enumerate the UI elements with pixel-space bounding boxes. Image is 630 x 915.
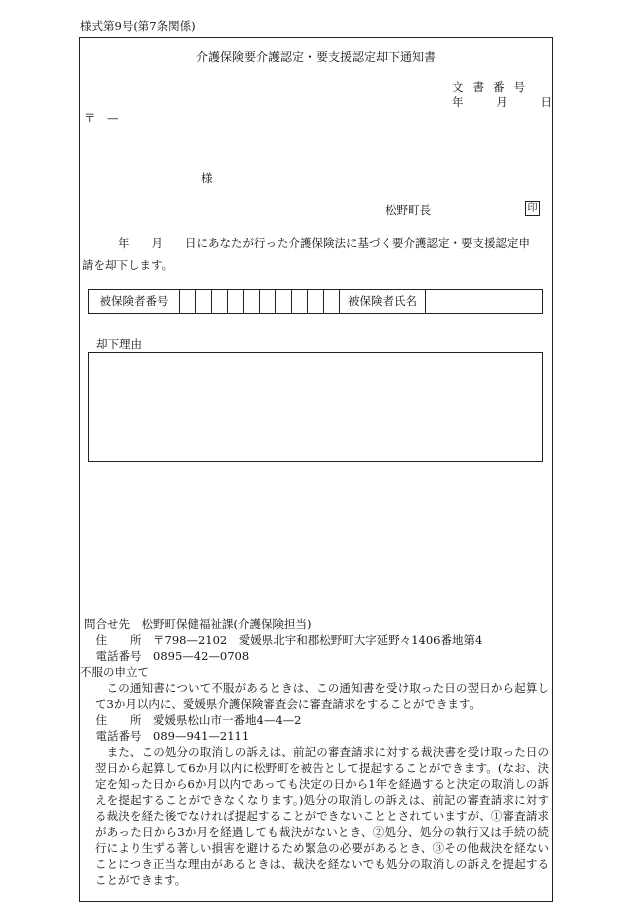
rejection-reason-box — [88, 352, 543, 462]
insured-number-digit-box — [244, 290, 260, 313]
date-year-label: 年 — [452, 95, 464, 109]
insured-info-table — [88, 289, 543, 314]
contact-phone: 電話番号 0895—42—0708 — [84, 649, 250, 663]
body-text-line-2: 請を却下します。 — [82, 258, 174, 272]
body-text-line-1 — [88, 236, 543, 252]
postal-code-line: 〒 — — [84, 111, 119, 125]
seal-mark: 印 — [525, 201, 540, 216]
appeal-phone: 電話番号 089—941—2111 — [84, 729, 250, 743]
issue-date-line — [452, 95, 552, 111]
appeal-heading: 不服の申立て — [80, 665, 149, 679]
body-month: 月 — [151, 236, 163, 250]
addressee-suffix: 様 — [201, 171, 213, 185]
insured-number-digit-box — [228, 290, 244, 313]
body-year: 年 — [118, 236, 130, 250]
appeal-address: 住 所 愛媛県松山市一番地4—4—2 — [84, 713, 302, 727]
insured-name-field — [426, 290, 542, 313]
form-label: 様式第9号(第7条関係) — [80, 19, 196, 33]
insured-number-digit-box — [180, 290, 196, 313]
date-day-label: 日 — [540, 95, 552, 109]
insured-name-label: 被保険者氏名 — [340, 290, 426, 313]
insured-number-digit-box — [260, 290, 276, 313]
insured-number-digit-box — [212, 290, 228, 313]
insured-number-label: 被保険者番号 — [89, 290, 180, 313]
contact-address: 住 所 〒798—2102 愛媛県北宇和郡松野町大字延野々1406番地第4 — [84, 633, 483, 647]
insured-number-digit-box — [276, 290, 292, 313]
issuer-name: 松野町長 — [385, 203, 431, 217]
document-title: 介護保険要介護認定・要支援認定却下通知書 — [195, 50, 436, 64]
document-number-label: 文書番号 — [452, 80, 534, 94]
date-month-label: 月 — [496, 95, 508, 109]
insured-number-digit-box — [196, 290, 212, 313]
insured-number-digit-box — [324, 290, 340, 313]
appeal-text: この通知書について不服があるときは、この通知書を受け取った日の翌日から起算して3か月以内に、愛媛県介護保険審査会に審査請求をすることができます。 — [95, 681, 549, 711]
footer-section — [80, 616, 549, 888]
contact-line: 問合せ先 松野町保健福祉課(介護保険担当) — [84, 617, 312, 631]
insured-number-digit-box — [308, 290, 324, 313]
lawsuit-text: また、この処分の取消しの訴えは、前記の審査請求に対する裁決書を受け取った日の翌日から起算して6か月以内に松野町を被告として提起することができます。(なお、決定を知った日から6か月以内であっても決定の日から1年を経過すると決定の取消しの訴えを提起することができなくなります。)処分の取消しの訴えは、前記の審査請求に対する裁決を経た後でなければ提起することができないこととされていますが、①審査請求があった日から3か月を経過しても裁決がないとき、②処分、処分の執行又は手続の続行により生ずる著しい損害を避けるため緊急の必要があるとき、③その他裁決を経ないことにつき正当な理由があるときは、裁決を経ないでも処分の取消しの訴えを提起することができます。 — [95, 745, 549, 887]
insured-number-boxes — [180, 290, 340, 313]
insured-number-digit-box — [292, 290, 308, 313]
body-day-text: 日にあなたが行った介護保険法に基づく要介護認定・要支援認定申 — [185, 236, 530, 250]
rejection-reason-label: 却下理由 — [96, 337, 142, 351]
